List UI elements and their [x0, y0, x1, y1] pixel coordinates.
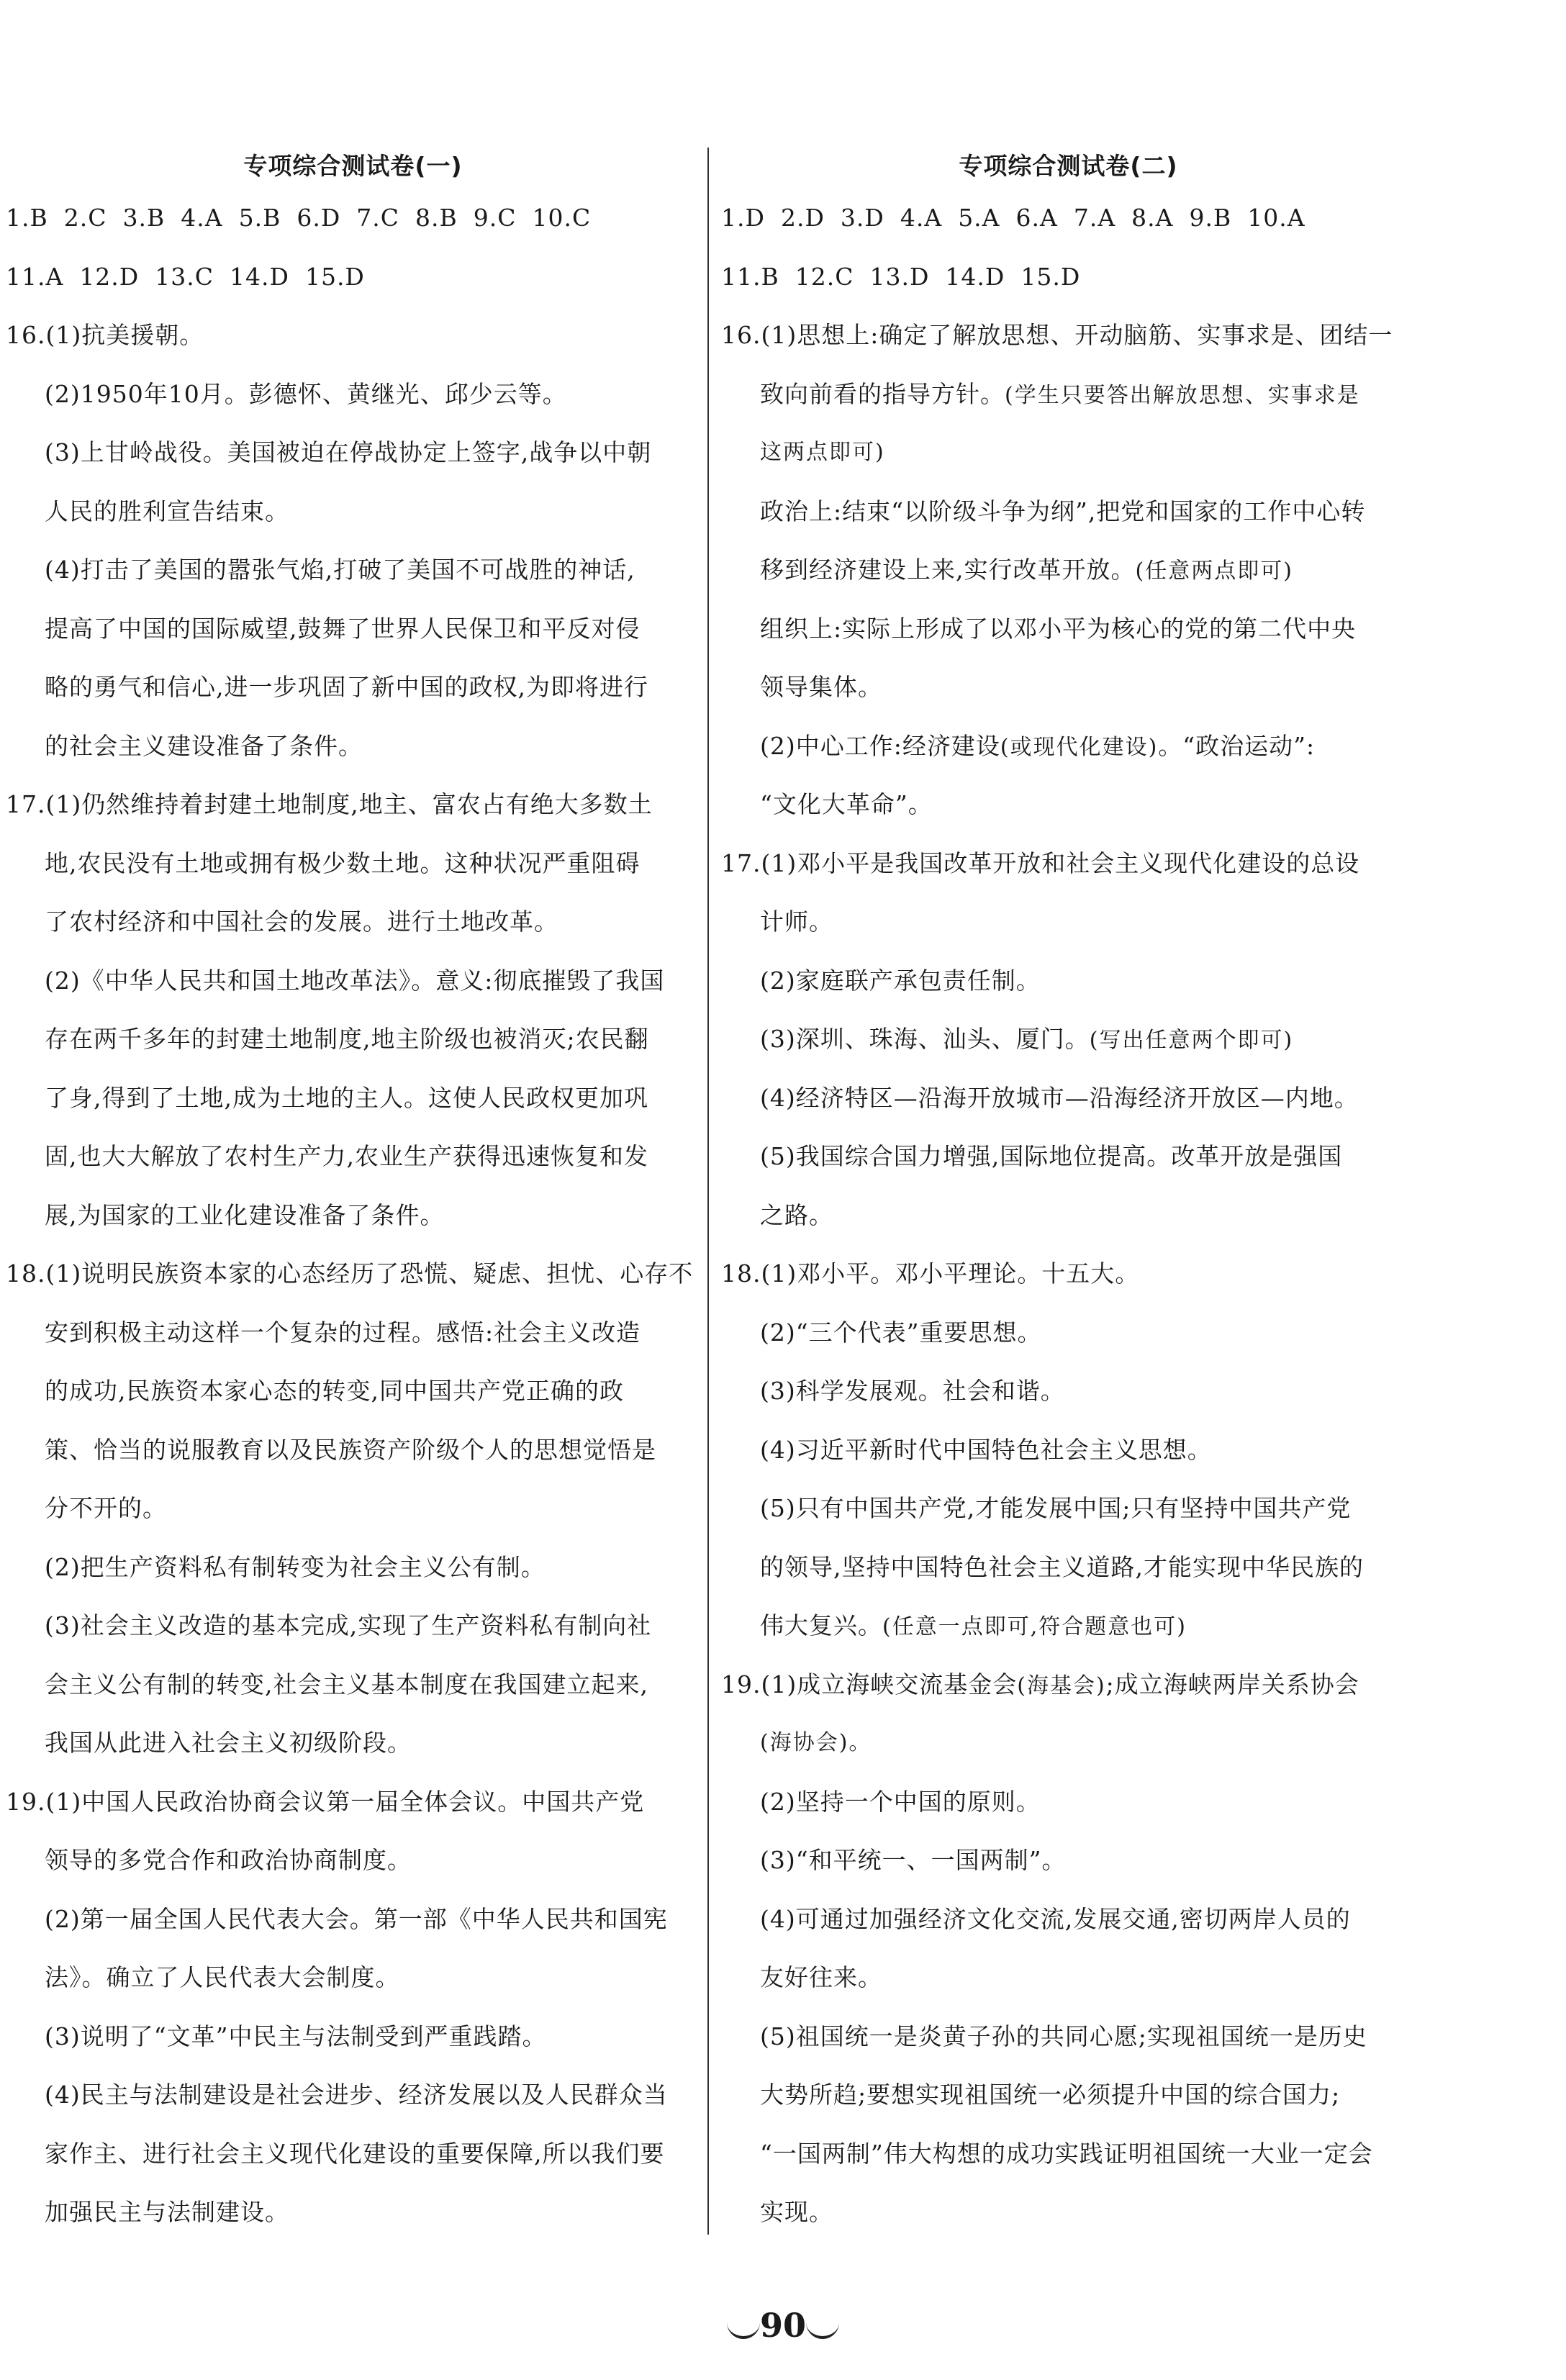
- answer-line: 18.(1)邓小平。邓小平理论。十五大。: [721, 1259, 1140, 1288]
- answer-line: 安到积极主动这样一个复杂的过程。感悟:社会主义改造: [45, 1318, 641, 1347]
- mc-answer: 6.D: [297, 204, 341, 232]
- answer-line: 分不开的。: [45, 1494, 167, 1522]
- answer-line: 计师。: [760, 908, 833, 936]
- answer-line: (2)1950年10月。彭德怀、黄继光、邱少云等。: [45, 379, 567, 408]
- answer-line: [721, 1010, 1416, 1069]
- answer-line: (3)说明了“文革”中民主与法制受到严重践踏。: [45, 2022, 547, 2050]
- mc-answer: 9.B: [1189, 204, 1232, 232]
- answer-line: 了身,得到了土地,成为土地的主人。这使人民政权更加巩: [45, 1083, 648, 1112]
- mc-answer: 1.B: [6, 204, 48, 232]
- answer-line: 固,也大大解放了农村生产力,农业生产获得迅速恢复和发: [45, 1142, 648, 1170]
- answer-line: 略的勇气和信心,进一步巩固了新中国的政权,为即将进行: [45, 673, 648, 701]
- mc-answer: 5.A: [958, 204, 1000, 232]
- answer-line: (3)上甘岭战役。美国被迫在停战协定上签字,战争以中朝: [45, 438, 652, 466]
- answer-line: (5)我国综合国力增强,国际地位提高。改革开放是强国: [760, 1142, 1343, 1170]
- mc-answer: 8.B: [415, 204, 458, 232]
- left-column: [6, 144, 700, 2242]
- answer-line: (2)“三个代表”重要思想。: [760, 1318, 1042, 1347]
- mc-answer: 10.A: [1247, 204, 1305, 232]
- mc-answer: 13.D: [869, 262, 930, 291]
- answer-note: (学生只要答出解放思想、实事求是: [1005, 382, 1360, 408]
- answer-line: 政治上:结束“以阶级斗争为纲”,把党和国家的工作中心转: [760, 497, 1366, 525]
- answer-line: 组织上:实际上形成了以邓小平为核心的党的第二代中央: [760, 614, 1357, 643]
- answer-line: 17.(1)邓小平是我国改革开放和社会主义现代化建设的总设: [721, 849, 1360, 877]
- answer-line: 人民的胜利宣告结束。: [45, 497, 289, 525]
- answer-text: 。“政治运动”:: [1158, 731, 1316, 760]
- answer-line: 会主义公有制的转变,社会主义基本制度在我国建立起来,: [45, 1670, 648, 1698]
- answer-line: 加强民主与法制建设。: [45, 2198, 289, 2226]
- mc-answer: 11.A: [6, 262, 64, 291]
- answer-line: 16.(1)思想上:确定了解放思想、开动脑筋、实事求是、团结一: [721, 321, 1393, 349]
- answer-line: 的社会主义建设准备了条件。: [45, 731, 363, 760]
- answer-line: “文化大革命”。: [760, 790, 933, 818]
- answer-line: (2)《中华人民共和国土地改革法》。意义:彻底摧毁了我国: [45, 966, 665, 995]
- page-footer: [0, 2300, 1566, 2350]
- mc-answer: 5.B: [238, 204, 281, 232]
- answer-text: 19.(1)成立海峡交流基金会: [721, 1670, 1018, 1698]
- answer-line: (2)坚持一个中国的原则。: [760, 1787, 1041, 1816]
- answer-line: (5)只有中国共产党,才能发展中国;只有坚持中国共产党: [760, 1494, 1352, 1522]
- answer-line: (2)家庭联产承包责任制。: [760, 966, 1041, 995]
- answer-line: (4)可通过加强经济文化交流,发展交通,密切两岸人员的: [760, 1904, 1351, 1933]
- answer-line: [721, 365, 1416, 424]
- answer-line: 大势所趋;要想实现祖国统一必须提升中国的综合国力;: [760, 2081, 1341, 2109]
- answer-line: [721, 717, 1416, 776]
- mc-answer: 13.C: [155, 262, 214, 291]
- answer-line: (3)“和平统一、一国两制”。: [760, 1846, 1067, 1874]
- answer-note: (写出任意两个即可): [1089, 1028, 1294, 1053]
- answer-text: ;成立海峡两岸关系协会: [1105, 1670, 1359, 1698]
- answer-line: (3)社会主义改造的基本完成,实现了生产资料私有制向社: [45, 1611, 652, 1639]
- answer-note: (任意两点即可): [1135, 558, 1293, 584]
- answer-note: (任意一点即可,符合题意也可): [882, 1614, 1187, 1639]
- mc-answers-row: [721, 248, 1416, 307]
- answer-line: “一国两制”伟大构想的成功实践证明祖国统一大业一定会: [760, 2139, 1373, 2168]
- section-title: 专项综合测试卷(一): [243, 152, 463, 180]
- answer-line: 的领导,坚持中国特色社会主义道路,才能实现中华民族的: [760, 1552, 1364, 1581]
- answer-line: [721, 540, 1416, 599]
- mc-answer: 7.C: [356, 204, 400, 232]
- answer-text: 移到经济建设上来,实行改革开放。: [760, 556, 1136, 584]
- answer-line: 展,为国家的工业化建设准备了条件。: [45, 1200, 445, 1229]
- answer-line: (4)习近平新时代中国特色社会主义思想。: [760, 1435, 1212, 1464]
- mc-answer: 2.C: [63, 204, 107, 232]
- answer-line: 18.(1)说明民族资本家的心态经历了恐慌、疑虑、担忧、心存不: [6, 1259, 694, 1288]
- mc-answer: 3.B: [122, 204, 166, 232]
- mc-answer: 14.D: [230, 262, 289, 291]
- answer-line: (3)科学发展观。社会和谐。: [760, 1377, 1065, 1405]
- answer-line: 提高了中国的国际威望,鼓舞了世界人民保卫和平反对侵: [45, 614, 641, 643]
- mc-answer: 15.D: [304, 262, 365, 291]
- answer-note: (海基会): [1017, 1673, 1106, 1698]
- mc-answer: 9.C: [473, 204, 517, 232]
- column-divider: [707, 148, 709, 2235]
- answer-note: (或现代化建设): [1000, 734, 1159, 760]
- answer-line: (4)民主与法制建设是社会进步、经济发展以及人民群众当: [45, 2081, 668, 2109]
- mc-answer: 3.D: [840, 204, 884, 232]
- mc-answer: 10.C: [532, 204, 592, 232]
- answer-line: (2)第一届全国人民代表大会。第一部《中华人民共和国宪: [45, 1904, 668, 1933]
- mc-answer: 15.D: [1020, 262, 1081, 291]
- answer-line: 实现。: [760, 2198, 833, 2226]
- answer-line: 策、恰当的说服教育以及民族资产阶级个人的思想觉悟是: [45, 1435, 656, 1464]
- mc-answer: 6.A: [1015, 204, 1058, 232]
- answer-line: 存在两千多年的封建土地制度,地主阶级也被消灭;农民翻: [45, 1025, 649, 1053]
- mc-answer: 2.D: [780, 204, 825, 232]
- answer-text: (3)深圳、珠海、汕头、厦门。: [760, 1025, 1090, 1053]
- mc-answer: 14.D: [945, 262, 1005, 291]
- answer-line: 17.(1)仍然维持着封建土地制度,地主、富农占有绝大多数土: [6, 790, 653, 818]
- answer-line: 16.(1)抗美援朝。: [6, 321, 204, 349]
- mc-answer: 12.D: [79, 262, 140, 291]
- answer-line: 法》。确立了人民代表大会制度。: [45, 1963, 400, 1991]
- mc-answer: 8.A: [1131, 204, 1174, 232]
- answer-line: 领导集体。: [760, 673, 882, 701]
- mc-answers-row: [721, 189, 1416, 248]
- answer-text: 致向前看的指导方针。: [760, 379, 1005, 408]
- right-column: [721, 144, 1416, 2242]
- mc-answer: 12.C: [795, 262, 854, 291]
- mc-answer: 4.A: [900, 204, 943, 232]
- mc-answer: 4.A: [181, 204, 223, 232]
- answer-line: 我国从此进入社会主义初级阶段。: [45, 1729, 412, 1757]
- answer-line: 之路。: [760, 1200, 833, 1229]
- answer-line: (2)把生产资料私有制转变为社会主义公有制。: [45, 1552, 546, 1581]
- answer-line: [721, 1596, 1416, 1655]
- answer-line: 的成功,民族资本家心态的转变,同中国共产党正确的政: [45, 1377, 624, 1405]
- mc-answers-row: [6, 189, 700, 248]
- answer-line: 家作主、进行社会主义现代化建设的重要保障,所以我们要: [45, 2139, 665, 2168]
- answer-line: 领导的多党合作和政治协商制度。: [45, 1846, 412, 1874]
- answer-note: (海协会)。: [760, 1730, 872, 1755]
- answer-line: [721, 1655, 1416, 1714]
- page-number: 90: [731, 2306, 835, 2345]
- answer-text: (2)中心工作:经济建设: [760, 731, 1000, 760]
- answer-note: 这两点即可): [760, 440, 885, 465]
- answer-line: 友好往来。: [760, 1963, 882, 1991]
- answer-line: (5)祖国统一是炎黄子孙的共同心愿;实现祖国统一是历史: [760, 2022, 1367, 2050]
- section-title: 专项综合测试卷(二): [959, 152, 1178, 180]
- mc-answer: 11.B: [721, 262, 779, 291]
- answer-line: 19.(1)中国人民政治协商会议第一届全体会议。中国共产党: [6, 1787, 645, 1816]
- mc-answer: 1.D: [721, 204, 765, 232]
- mc-answers-row: [6, 248, 700, 307]
- answer-line: (4)打击了美国的嚣张气焰,打破了美国不可战胜的神话,: [45, 556, 635, 584]
- answer-line: 地,农民没有土地或拥有极少数土地。这种状况严重阻碍: [45, 849, 641, 877]
- answer-line: (4)经济特区—沿海开放城市—沿海经济开放区—内地。: [760, 1083, 1359, 1112]
- mc-answer: 7.A: [1073, 204, 1116, 232]
- answer-line: 了农村经济和中国社会的发展。进行土地改革。: [45, 908, 558, 936]
- answer-text: 伟大复兴。: [760, 1611, 882, 1639]
